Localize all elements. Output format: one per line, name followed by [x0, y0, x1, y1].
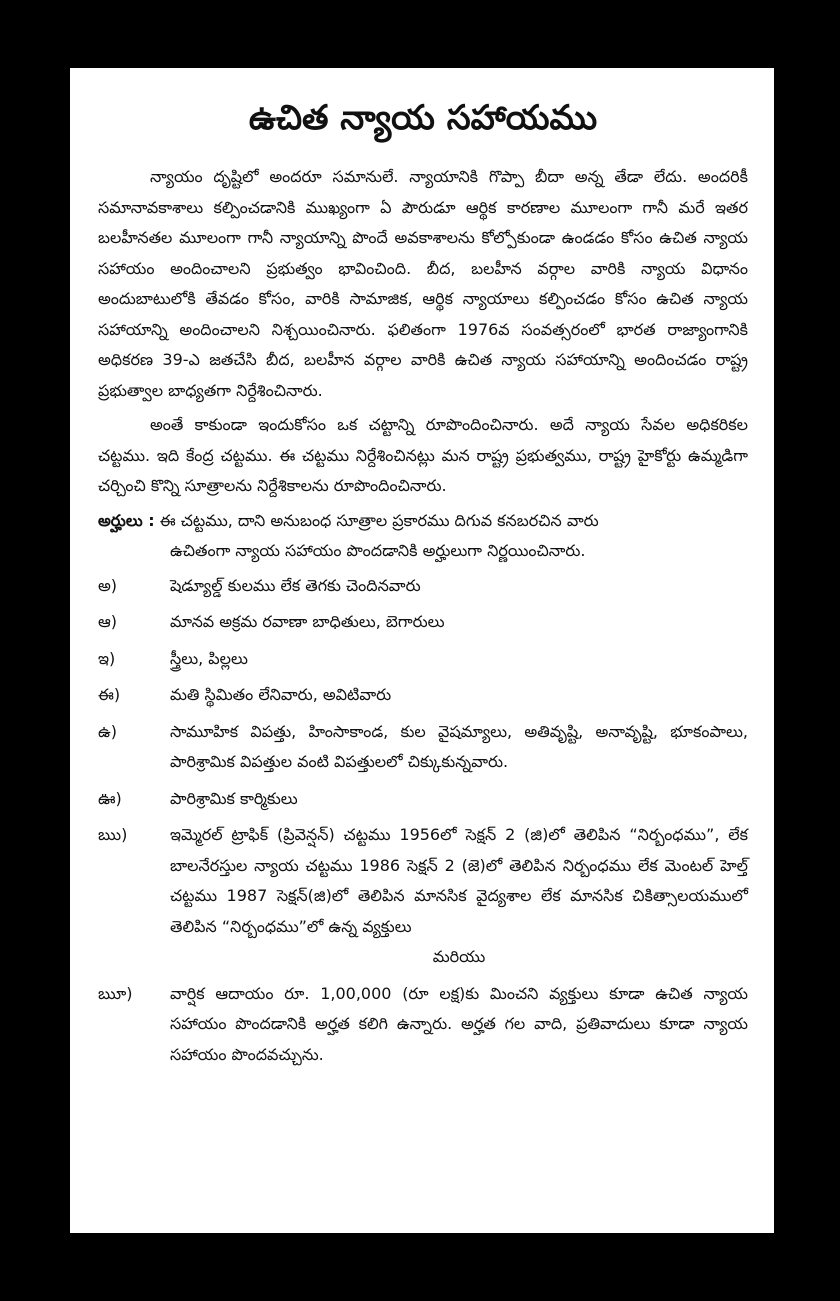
- list-marker: ఉ): [98, 721, 118, 741]
- list-marker: ఆ): [98, 612, 118, 631]
- list-marker: అ): [98, 575, 118, 595]
- eligibility-heading: [98, 506, 748, 537]
- list-marker: ఇ): [98, 648, 116, 668]
- list-item-suffix: మరియు: [432, 947, 486, 966]
- list-marker: ఈ): [98, 685, 121, 704]
- list-item-body: ఇమ్మెరల్ ట్రాఫిక్ (ప్రివెన్షన్) చట్టము 1956లో సెక్షన్ 2 (జి)లో తెలిపిన “నిర్బంధము”, లేక బాలనేరస్తుల న్యాయ చట్టము 1986 సెక్షన్ 2 (జె)లో తెలిపిన నిర్బంధము లేక మెంటల్ హెల్త్ చట్టము 1987 సెక్షన్(జి)లో తెలిపిన మానసిక వైద్యశాల లేక మానసిక చికిత్సాలయములో తెలిపిన “నిర్బంధము”లో ఉన్న వ్యక్తులు: [170, 825, 748, 936]
- intro-paragraph: న్యాయం దృష్టిలో అందరూ సమానులే. న్యాయానికి గొప్పా బీదా అన్న తేడా లేదు. అందరికీ సమానావకాశాలు కల్పించడానికి ముఖ్యంగా ఏ పౌరుడూ ఆర్థిక కారణాల మూలంగా గానీ మరే ఇతర బలహీనతల మూలంగా గానీ న్యాయాన్ని పొందే అవకాశాలను కోల్పోకుండా ఉండడం కోసం ఉచిత న్యాయ సహాయం అందించాలని ప్రభుత్వం భావించింది. బీద, బలహీన వర్గాల వారికి న్యాయ విధానం అందుబాటులోకి తేవడం కోసం, వారికి సామాజిక, ఆర్థిక న్యాయాలు కల్పించడం కోసం ఉచిత న్యాయ సహాయాన్ని అందించాలని నిశ్చయించినారు. ఫలితంగా 1976వ సంవత్సరంలో భారత రాజ్యాంగానికి అధికరణ 39-ఎ జతచేసి బీద, బలహీన వర్గాల వారికి ఉచిత న్యాయ సహాయాన్ని అందించడం రాష్ట్ర ప్రభుత్వాల బాధ్యతగా నిర్దేశించినారు.: [98, 167, 748, 400]
- list-marker: ౠ): [98, 983, 133, 1003]
- list-item: [98, 571, 748, 602]
- list-item-text: మతి స్థిమితం లేనివారు, అవిటివారు: [170, 685, 392, 704]
- eligibility-list: [98, 571, 748, 1071]
- page-title: ఉచిత న్యాయ సహాయము: [248, 98, 598, 138]
- list-item: [98, 784, 748, 815]
- eligibility-continuation: ఉచితంగా న్యాయ సహాయం పొందడానికి అర్హులుగా నిర్ణయించినారు.: [170, 541, 586, 560]
- list-marker: ఊ): [98, 788, 122, 808]
- list-item-text: మానవ అక్రమ రవాణా బాధితులు, బెగారులు: [170, 612, 445, 631]
- list-item-text: స్త్రీలు, పిల్లలు: [170, 648, 248, 668]
- list-item-text: [170, 820, 748, 973]
- list-item: [98, 717, 748, 778]
- list-item: [98, 644, 748, 675]
- list-marker: ఋ): [98, 825, 128, 844]
- eligibility-lead: ఈ చట్టము, దాని అనుబంధ సూత్రాల ప్రకారము దిగువ కనబరచిన వారు: [154, 510, 599, 530]
- list-item: [98, 607, 748, 638]
- list-item-text: షెడ్యూల్డ్ కులము లేక తెగకు చెందినవారు: [170, 575, 421, 595]
- act-paragraph: అంతే కాకుండా ఇందుకోసం ఒక చట్టాన్ని రూపొందించినారు. అదే న్యాయ సేవల అధికరికల చట్టము. ఇది కేంద్ర చట్టము. ఈ చట్టము నిర్దేశించినట్లు మన రాష్ట్ర ప్రభుత్వము, రాష్ట్ర హైకోర్టు ఉమ్మడిగా చర్చించి కొన్ని సూత్రాలను నిర్దేశికాలను రూపొందించినారు.: [98, 415, 748, 495]
- list-item-text: సామూహిక విపత్తు, హింసాకాండ, కుల వైషమ్యాలు, అతివృష్టి, అనావృష్టి, భూకంపాలు, పారిశ్రామిక విపత్తుల వంటి విపత్తులలో చిక్కుకున్నవారు.: [170, 721, 748, 771]
- document-page: [70, 68, 774, 1233]
- eligibility-label: అర్హులు :: [98, 510, 155, 530]
- list-item: [98, 820, 748, 973]
- list-item-text: పారిశ్రామిక కార్మికులు: [170, 788, 298, 808]
- list-item-text: వార్షిక ఆదాయం రూ. 1,00,000 (రూ లక్ష)కు మించని వ్యక్తులు కూడా ఉచిత న్యాయ సహాయం పొందడానికి అర్హత కలిగి ఉన్నారు. అర్హత గల వాది, ప్రతివాదులు కూడా న్యాయ సహాయం పొందవచ్చును.: [170, 983, 748, 1064]
- list-item: [98, 979, 748, 1071]
- list-item: [98, 680, 748, 711]
